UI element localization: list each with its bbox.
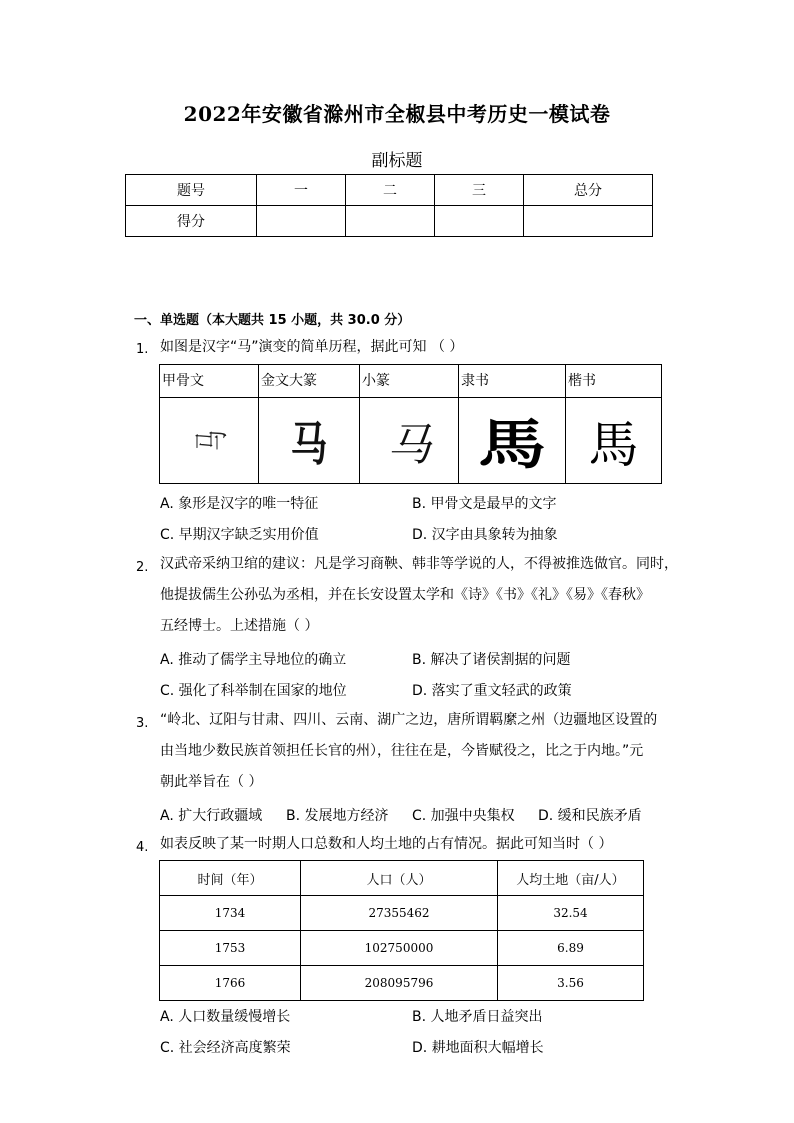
score-blank-cell[interactable] [346, 206, 435, 237]
score-blank-cell[interactable] [257, 206, 346, 237]
exam-title: 2022年安徽省滁州市全椒县中考历史一模试卷 [183, 102, 611, 126]
option-a[interactable]: A. 扩大行政疆域 [160, 808, 263, 824]
score-table-header-row [126, 175, 653, 206]
table-row [160, 896, 644, 931]
score-cell: 三 [435, 175, 524, 206]
question-text-line: 汉武帝采纳卫绾的建议：凡是学习商鞅、韩非等学说的人，不得被推选做官。同时， [160, 556, 678, 572]
oracle-bone-glyph-cell [160, 398, 259, 484]
option-d[interactable]: D. 落实了重文轻武的政策 [412, 683, 572, 699]
script-table-header-row [160, 365, 662, 398]
population-header: 人口（人） [301, 861, 498, 896]
land-per-capita-cell: 3.56 [498, 966, 644, 1001]
question-text-line: “岭北、辽阳与甘肃、四川、云南、湖广之边，唐所谓羁縻之州（边疆地区设置的 [160, 712, 658, 728]
population-cell: 27355462 [301, 896, 498, 931]
question-text-line: 朝此举旨在（ ） [160, 774, 263, 790]
question-text: 如表反映了某一时期人口总数和人均土地的占有情况。据此可知当时（ ） [160, 836, 613, 852]
score-cell: 题号 [126, 175, 257, 206]
regular-script-glyph-cell [566, 398, 662, 484]
script-header: 甲骨文 [160, 365, 259, 398]
script-evolution-table [159, 364, 662, 484]
population-table-header-row [160, 861, 644, 896]
population-cell: 102750000 [301, 931, 498, 966]
seal-script-horse-glyph: 马 [387, 419, 431, 471]
score-cell: 得分 [126, 206, 257, 237]
script-header: 隶书 [459, 365, 566, 398]
score-cell: 二 [346, 175, 435, 206]
question-text-line: 他提拔儒生公孙弘为丞相，并在长安设置太学和《诗》《书》《礼》《易》《春秋》 [160, 587, 650, 603]
option-d[interactable]: D. 耕地面积大幅增长 [412, 1040, 544, 1056]
score-table [125, 174, 653, 237]
score-table-score-row [126, 206, 653, 237]
question-text: 如图是汉字“马”演变的简单历程，据此可知 （ ） [160, 339, 464, 355]
score-cell: 总分 [524, 175, 653, 206]
question-number: 1. [136, 342, 149, 357]
population-header: 时间（年） [160, 861, 301, 896]
question-number: 3. [136, 716, 149, 731]
seal-script-glyph-cell [360, 398, 459, 484]
option-b[interactable]: B. 发展地方经济 [286, 808, 389, 824]
option-b[interactable]: B. 解决了诸侯割据的问题 [412, 652, 571, 668]
question-number: 4. [136, 840, 149, 855]
score-blank-cell[interactable] [524, 206, 653, 237]
script-header: 小篆 [360, 365, 459, 398]
bronze-script-glyph-cell [259, 398, 360, 484]
regular-script-horse-glyph: 馬 [588, 415, 639, 474]
question-text-line: 由当地少数民族首领担任长官的州），往往在是，今皆赋役之，比之于内地。”元 [160, 743, 644, 759]
question-number: 2. [136, 560, 149, 575]
year-cell: 1753 [160, 931, 301, 966]
section-heading: 一、单选题（本大题共 15 小题，共 30.0 分） [134, 313, 411, 328]
option-c[interactable]: C. 社会经济高度繁荣 [160, 1040, 291, 1056]
year-cell: 1734 [160, 896, 301, 931]
table-row [160, 931, 644, 966]
option-a[interactable]: A. 推动了儒学主导地位的确立 [160, 652, 347, 668]
oracle-bone-horse-glyph: 马 [192, 430, 233, 451]
bronze-script-horse-glyph: 马 [290, 416, 328, 471]
population-header: 人均土地（亩/人） [498, 861, 644, 896]
year-cell: 1766 [160, 966, 301, 1001]
clerical-script-glyph-cell [459, 398, 566, 484]
population-table [159, 860, 644, 1001]
land-per-capita-cell: 32.54 [498, 896, 644, 931]
option-d[interactable]: D. 缓和民族矛盾 [538, 808, 642, 824]
option-c[interactable]: C. 强化了科举制在国家的地位 [160, 683, 347, 699]
score-blank-cell[interactable] [435, 206, 524, 237]
exam-subtitle: 副标题 [371, 151, 423, 171]
land-per-capita-cell: 6.89 [498, 931, 644, 966]
script-header: 楷书 [566, 365, 662, 398]
option-d[interactable]: D. 汉字由具象转为抽象 [412, 527, 558, 543]
option-b[interactable]: B. 甲骨文是最早的文字 [412, 496, 557, 512]
score-cell: 一 [257, 175, 346, 206]
clerical-script-horse-glyph: 馬 [478, 412, 546, 476]
table-row [160, 966, 644, 1001]
script-table-glyph-row [160, 398, 662, 484]
question-text-line: 五经博士。上述措施（ ） [160, 618, 319, 634]
option-b[interactable]: B. 人地矛盾日益突出 [412, 1009, 543, 1025]
option-a[interactable]: A. 人口数量缓慢增长 [160, 1009, 291, 1025]
option-a[interactable]: A. 象形是汉字的唯一特征 [160, 496, 319, 512]
population-cell: 208095796 [301, 966, 498, 1001]
option-c[interactable]: C. 早期汉字缺乏实用价值 [160, 527, 319, 543]
script-header: 金文大篆 [259, 365, 360, 398]
option-c[interactable]: C. 加强中央集权 [412, 808, 515, 824]
